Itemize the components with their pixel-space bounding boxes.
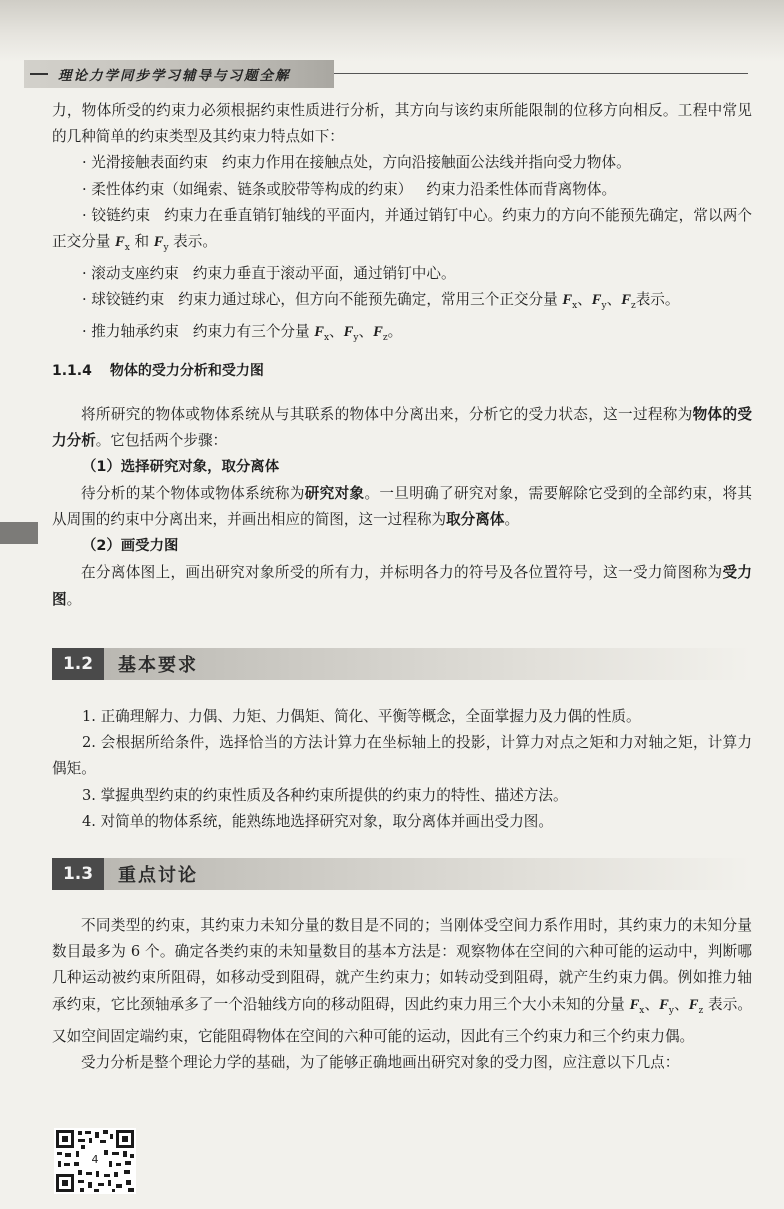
bullet-name: · 滚动支座约束 xyxy=(82,265,179,283)
separator: 、 xyxy=(644,995,660,1013)
section-heading-1-2 xyxy=(52,648,752,680)
separator: 、 xyxy=(358,323,374,341)
text: 。一旦明确了研究对象，需要解除它受到的全部约束，将其从周围的约束中分离出来，并画出相应的简图，这一过程称为 xyxy=(52,484,752,529)
bullet-name: · 铰链约束 xyxy=(82,206,151,224)
side-thumb-tab xyxy=(0,522,38,544)
force-analysis-paragraph xyxy=(52,402,752,454)
term-force-analysis: 物体的受力分析 xyxy=(52,405,752,449)
separator: 、 xyxy=(606,291,622,309)
discussion-paragraph-2: 受力分析是整个理论力学的基础，为了能够正确地画出研究对象的受力图，应注意以下几点： xyxy=(81,1053,680,1071)
bullet-desc: 约束力通过球心，但方向不能预先确定，常用三个正交分量 xyxy=(178,291,563,309)
requirements-list xyxy=(52,704,752,835)
bullet-desc: 约束力作用在接触点处，方向沿接触面公法线并指向受力物体。 xyxy=(222,154,631,172)
symbol-F: F xyxy=(153,234,164,251)
text: 待分析的某个物体或物体系统称为 xyxy=(81,484,305,502)
subscript: y xyxy=(668,1005,674,1016)
symbol-F: F xyxy=(688,996,699,1013)
list-item: 1. 正确理解力、力偶、力矩、力偶矩、简化、平衡等概念，全面掌握力及力偶的性质。 xyxy=(82,708,641,725)
bullet-name: · 球铰链约束 xyxy=(82,291,165,309)
symbol-F: F xyxy=(115,234,125,251)
subscript: y xyxy=(163,242,169,253)
bullet-name: · 光滑接触表面约束 xyxy=(82,154,209,172)
symbol-F: F xyxy=(343,324,354,341)
text: 不同类型的约束，其约束力未知分量的数目是不同的；当刚体受空间力系作用时，其约束力的未知分量数目最多为 6 个。确定各类约束的未知量数目的基本方法是：观察物体在空间的六种可能的运动中，判断哪几种运动被约束所阻碍，如移动受到阻碍，就产生约束力；如转动受到阻碍，就产生约束力偶。例如推力轴承约束，它比颈轴承多了一个沿轴线方向的移动阻碍，因此约束力用三个大小未知的分量 xyxy=(52,917,752,1013)
bullet-ball-joint xyxy=(52,287,752,319)
subsection-number: 1.1.4 xyxy=(52,362,92,379)
text-and: 和 xyxy=(129,233,154,251)
list-item: 2. 会根据所给条件，选择恰当的方法计算力在坐标轴上的投影，计算力对点之矩和力对轴之矩，计算力偶矩。 xyxy=(52,734,752,778)
text: 。 xyxy=(504,511,520,529)
symbol-F: F xyxy=(314,324,324,341)
subscript: x xyxy=(639,1005,645,1016)
list-item: 3. 掌握典型约束的约束性质及各种约束所提供的约束力的特性、描述方法。 xyxy=(82,786,568,804)
subscript: x xyxy=(323,333,330,344)
symbol-F: F xyxy=(621,292,631,309)
symbol-F: F xyxy=(373,324,383,341)
symbol-F: F xyxy=(562,292,573,309)
subscript: y xyxy=(353,333,359,344)
discussion-paragraph xyxy=(52,913,752,1050)
intro-content xyxy=(52,98,752,613)
intro-paragraph: 力，物体所受的约束力必须根据约束性质进行分析，其方向与该约束所能限制的位移方向相反。工程中常见的几种简单的约束类型及其约束力特点如下： xyxy=(52,102,752,146)
symbol-F: F xyxy=(659,996,669,1013)
bullet-desc: 约束力沿柔性体而背离物体。 xyxy=(426,180,617,198)
header-rule xyxy=(334,73,748,74)
subscript: z xyxy=(382,333,388,344)
text: 在分离体图上，画出研究对象所受的所有力，并标明各力的符号及各位置符号，这一受力简图称为 xyxy=(81,564,723,582)
bullet-hinge xyxy=(52,203,752,261)
separator: 、 xyxy=(329,323,344,341)
step-2: （2）画受力图 xyxy=(82,538,179,555)
term-research-object: 研究对象 xyxy=(304,484,365,502)
section-number-badge: 1.2 xyxy=(52,648,104,680)
separator: 、 xyxy=(674,995,689,1013)
force-diagram-paragraph xyxy=(52,560,752,612)
text: 将所研究的物体或物体系统从与其联系的物体中分离出来，分析它的受力状态，这一过程称为 xyxy=(81,405,693,423)
symbol-F: F xyxy=(591,292,602,309)
subscript: x xyxy=(572,301,578,312)
subscript: z xyxy=(698,1005,704,1016)
subscript: z xyxy=(630,301,636,312)
header-title: 理论力学同步学习辅导与习题全解 xyxy=(58,68,291,84)
research-object-paragraph xyxy=(52,481,752,533)
section-title: 基本要求 xyxy=(118,655,198,676)
bullet-desc: 约束力在垂直销钉轴线的平面内，并通过销钉中心。约束力的方向不能预先确定，常以两个正交分量 xyxy=(52,206,752,251)
bullet-flexible xyxy=(52,177,752,203)
step-1: （1）选择研究对象，取分离体 xyxy=(82,458,280,475)
bullet-name: · 柔性体约束（如绳索、链条或胶带等构成的约束） xyxy=(82,180,413,198)
header-dash xyxy=(30,73,48,75)
page-number: 4 xyxy=(86,1152,104,1168)
section-heading-1-3 xyxy=(52,858,752,890)
text: 。它包括两个步骤： xyxy=(95,431,228,449)
text-end: 表示。 xyxy=(168,233,217,251)
page-top-shadow xyxy=(0,0,784,62)
section-title: 重点讨论 xyxy=(118,865,198,886)
term-force-diagram: 受力图 xyxy=(52,564,752,608)
text-end: 表示。 xyxy=(635,291,680,309)
separator: 、 xyxy=(577,291,592,309)
bullet-name: · 推力轴承约束 xyxy=(82,323,179,341)
bullet-roller xyxy=(52,261,752,287)
text: 表示。又如空间固定端约束，它能阻碍物体在空间的六种可能的运动，因此有三个约束力和三个约束力偶。 xyxy=(52,995,752,1045)
text: 。 xyxy=(66,590,82,608)
symbol-F: F xyxy=(629,996,640,1013)
bullet-thrust-bearing xyxy=(52,319,752,351)
bullet-smooth-contact xyxy=(52,150,752,176)
bullet-desc: 约束力垂直于滚动平面，通过销钉中心。 xyxy=(192,265,456,283)
section-number-badge: 1.3 xyxy=(52,858,104,890)
subscript: y xyxy=(601,301,607,312)
text-end: 。 xyxy=(387,323,403,341)
running-header xyxy=(24,60,334,88)
subscript: x xyxy=(124,242,130,253)
bullet-desc: 约束力有三个分量 xyxy=(192,323,315,341)
list-item: 4. 对简单的物体系统，能熟练地选择研究对象，取分离体并画出受力图。 xyxy=(82,812,553,830)
key-discussion-content xyxy=(52,913,752,1076)
subsection-heading-1-1-4 xyxy=(52,358,752,384)
subsection-title: 物体的受力分析和受力图 xyxy=(109,362,264,379)
term-free-body: 取分离体 xyxy=(446,511,505,529)
